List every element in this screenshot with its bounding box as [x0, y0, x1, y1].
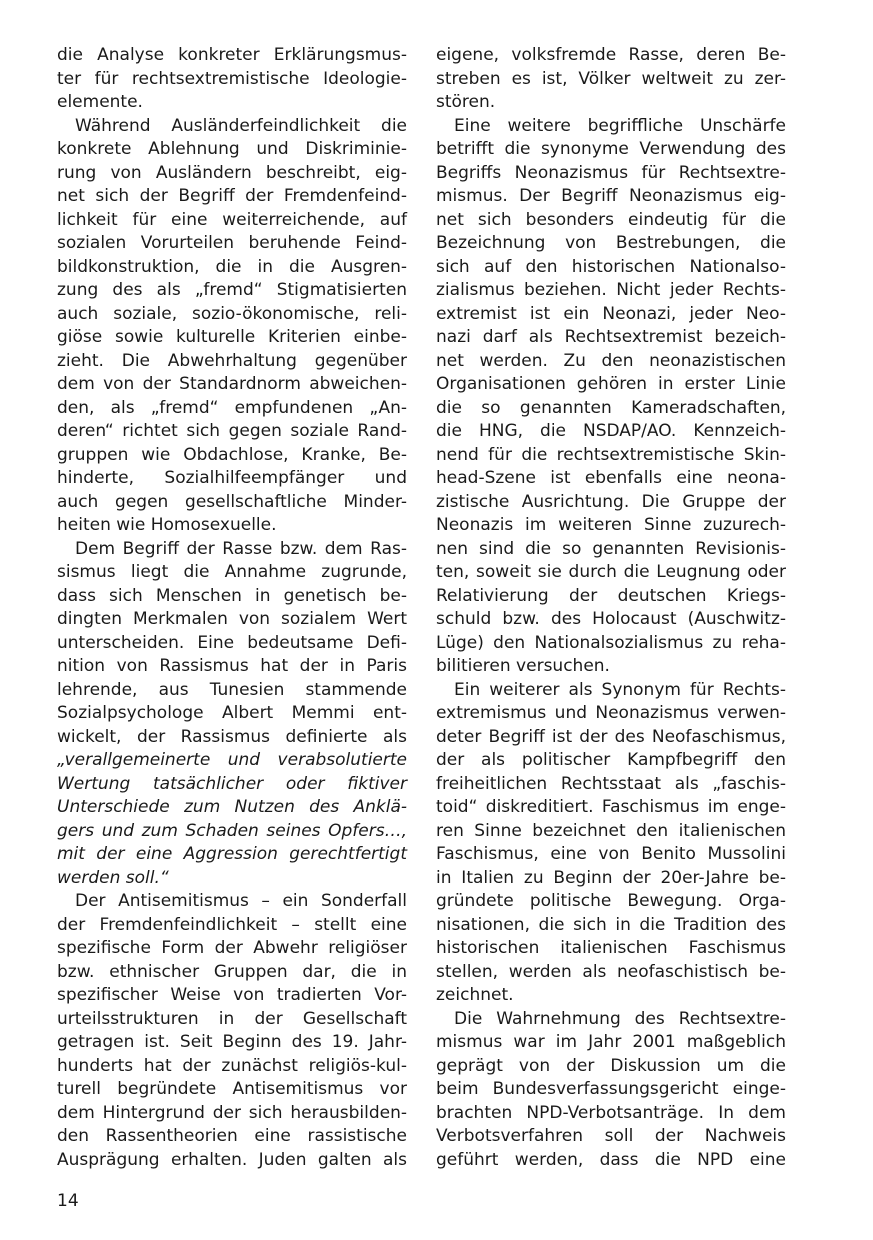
text-line: ter für rechtsextremistische Ideologie- [57, 68, 407, 89]
text-line: mismus. Der Begriff Neonazismus eig- [436, 186, 786, 206]
left-text-column [57, 44, 407, 1172]
text-line: geführt werden, dass die NPD eine [436, 1149, 786, 1170]
text-line: Faschismus, eine von Benito Mussolini [436, 844, 786, 864]
text-line: sismus liegt die Annahme zugrunde, [57, 562, 407, 582]
right-text-column [436, 44, 786, 1172]
text-line: nition von Rassismus hat der in Paris [57, 656, 407, 676]
text-line: lichkeit für eine weiterreichende, auf [57, 209, 407, 230]
text-line: net werden. Zu den neonazistischen [436, 350, 786, 371]
text-line: zeichnet. [436, 985, 514, 1005]
text-line: sozialen Vorurteilen beruhende Feind- [57, 233, 407, 253]
text-line: sich auf den historischen Nationalso- [436, 256, 786, 277]
text-line: net sich besonders eindeutig für die [436, 209, 786, 230]
text-line: geprägt von der Diskussion um die [436, 1055, 786, 1076]
text-line: den Rassentheorien eine rassistische [57, 1126, 407, 1146]
text-line: Relativierung der deutschen Kriegs- [436, 585, 786, 606]
text-line: ren Sinne bezeichnet den italienischen [436, 820, 786, 841]
text-line: Der Antisemitismus – ein Sonderfall [75, 891, 407, 911]
text-line: spezifische Form der Abwehr religiöser [57, 938, 407, 958]
text-line: mismus war im Jahr 2001 maßgeblich [436, 1032, 786, 1052]
text-line: stellen, werden als neofaschistisch be- [436, 961, 786, 982]
text-line: Wertung tatsächlicher oder fiktiver [57, 773, 407, 794]
text-line: nen sind die so genannten Revisionis- [436, 538, 786, 559]
text-line: Die Wahrnehmung des Rechtsextre- [454, 1008, 786, 1029]
text-line: streben es ist, Völker weltweit zu zer- [436, 68, 786, 89]
text-line: historischen italienischen Faschismus [436, 938, 786, 958]
text-line: spezifischer Weise von tradierten Vor- [57, 985, 407, 1005]
text-line: Sozialpsychologe Albert Memmi ent- [57, 703, 407, 723]
text-line: Ein weiterer als Synonym für Rechts- [454, 679, 786, 700]
text-line: auch soziale, sozio-ökonomische, reli- [57, 303, 407, 324]
text-line: toid“ diskreditiert. Faschismus im enge- [436, 797, 786, 817]
text-line: beim Bundesverfassungsgericht einge- [436, 1079, 786, 1099]
text-line: lehrende, aus Tunesien stammende [57, 679, 407, 700]
text-line: dem Hintergrund der sich herausbilden- [57, 1102, 407, 1123]
text-line: die Analyse konkreter Erklärungsmus- [57, 45, 407, 65]
text-line: die so genannten Kameradschaften, [436, 397, 786, 418]
text-line: nazi darf als Rechtsextremist bezeich- [436, 327, 786, 347]
text-line: mit der eine Aggression gerechtfertigt [57, 844, 407, 864]
text-line: nisationen, die sich in die Tradition des [436, 914, 786, 935]
text-line: gers und zum Schaden seines Opfers…, [57, 820, 407, 841]
text-line: bilitieren versuchen. [436, 656, 610, 676]
text-line: head-Szene ist ebenfalls eine neona- [436, 468, 786, 488]
text-line: extremismus und Neonazismus verwen- [436, 703, 786, 723]
text-line: die HNG, die NSDAP/AO. Kennzeich- [436, 421, 786, 441]
text-line: unterscheiden. Eine bedeutsame Defi- [57, 632, 407, 653]
text-line: brachten NPD-Verbotsanträge. In dem [436, 1102, 786, 1123]
text-line: dingten Merkmalen von sozialem Wert [57, 609, 407, 629]
text-line: extremist ist ein Neonazi, jeder Neo- [436, 303, 786, 324]
text-line: Dem Begriff der Rasse bzw. dem Ras- [75, 538, 407, 559]
text-line: in Italien zu Beginn der 20er-Jahre be- [436, 867, 786, 888]
text-line: nend für die rechtsextremistische Skin- [436, 444, 786, 465]
text-line: hunderts hat der zunächst religiös-kul- [57, 1055, 407, 1076]
text-line: dass sich Menschen in genetisch be- [57, 585, 407, 606]
text-line: Bezeichnung von Bestrebungen, die [436, 233, 786, 253]
text-line: Begriffs Neonazismus für Rechtsextre- [436, 162, 786, 183]
text-line: Verbotsverfahren soll der Nachweis [436, 1126, 786, 1146]
text-line: schuld bzw. des Holocaust (Auschwitz- [436, 609, 786, 629]
text-line: werden soll.“ [57, 867, 169, 888]
text-line: der als politischer Kampfbegriff den [436, 750, 786, 770]
text-line: deter Begriff ist der des Neofaschismus, [436, 726, 786, 747]
text-line: zialismus beziehen. Nicht jeder Rechts- [436, 280, 786, 300]
text-line: auch gegen gesellschaftliche Minder- [57, 491, 407, 512]
text-line: dem von der Standardnorm abweichen- [57, 374, 407, 394]
page-number: 14 [57, 1191, 79, 1211]
text-line: den, als „fremd“ empfundenen „An- [57, 397, 407, 418]
text-line: Unterschiede zum Nutzen des Anklä- [57, 797, 407, 817]
text-line: heiten wie Homosexuelle. [57, 515, 277, 535]
text-line: rung von Ausländern beschreibt, eig- [57, 162, 407, 183]
text-line: getragen ist. Seit Beginn des 19. Jahr- [57, 1032, 407, 1052]
text-line: freiheitlichen Rechtsstaat als „faschis- [436, 773, 786, 794]
text-line: Neonazis im weiteren Sinne zuzurech- [436, 515, 786, 535]
text-line: ten, soweit sie durch die Leugnung oder [436, 562, 786, 582]
text-line: zung des als „fremd“ Stigmatisierten [57, 280, 407, 300]
text-line: net sich der Begriff der Fremdenfeind- [57, 186, 407, 206]
text-line: eigene, volksfremde Rasse, deren Be- [436, 45, 786, 65]
text-line: giöse sowie kulturelle Kriterien einbe- [57, 327, 407, 347]
text-line: gruppen wie Obdachlose, Kranke, Be- [57, 444, 407, 465]
text-line: konkrete Ablehnung und Diskriminie- [57, 139, 407, 159]
text-line: Eine weitere begriffliche Unschärfe [454, 115, 786, 136]
text-line: Organisationen gehören in erster Linie [436, 374, 786, 394]
text-line: bildkonstruktion, die in die Ausgren- [57, 256, 407, 277]
text-line: turell begründete Antisemitismus vor [57, 1079, 407, 1099]
text-line: Ausprägung erhalten. Juden galten als [57, 1149, 407, 1170]
text-line: Lüge) den Nationalsozialismus zu reha- [436, 632, 786, 653]
text-line: zieht. Die Abwehrhaltung gegenüber [57, 350, 407, 371]
text-line: zistische Ausrichtung. Die Gruppe der [436, 491, 786, 512]
text-line: hinderte, Sozialhilfeempfänger und [57, 468, 407, 488]
text-line: Während Ausländerfeindlichkeit die [75, 115, 407, 136]
text-line: der Fremdenfeindlichkeit – stellt eine [57, 914, 407, 935]
text-line: „verallgemeinerte und verabsolutierte [57, 750, 407, 770]
text-line: elemente. [57, 92, 143, 112]
text-line: wickelt, der Rassismus definierte als [57, 726, 407, 747]
text-line: gründete politische Bewegung. Orga- [436, 891, 786, 911]
text-line: betrifft die synonyme Verwendung des [436, 139, 786, 159]
text-line: urteilsstrukturen in der Gesellschaft [57, 1008, 407, 1029]
text-line: deren“ richtet sich gegen soziale Rand- [57, 421, 407, 441]
text-line: bzw. ethnischer Gruppen dar, die in [57, 961, 407, 982]
text-line: stören. [436, 92, 496, 112]
